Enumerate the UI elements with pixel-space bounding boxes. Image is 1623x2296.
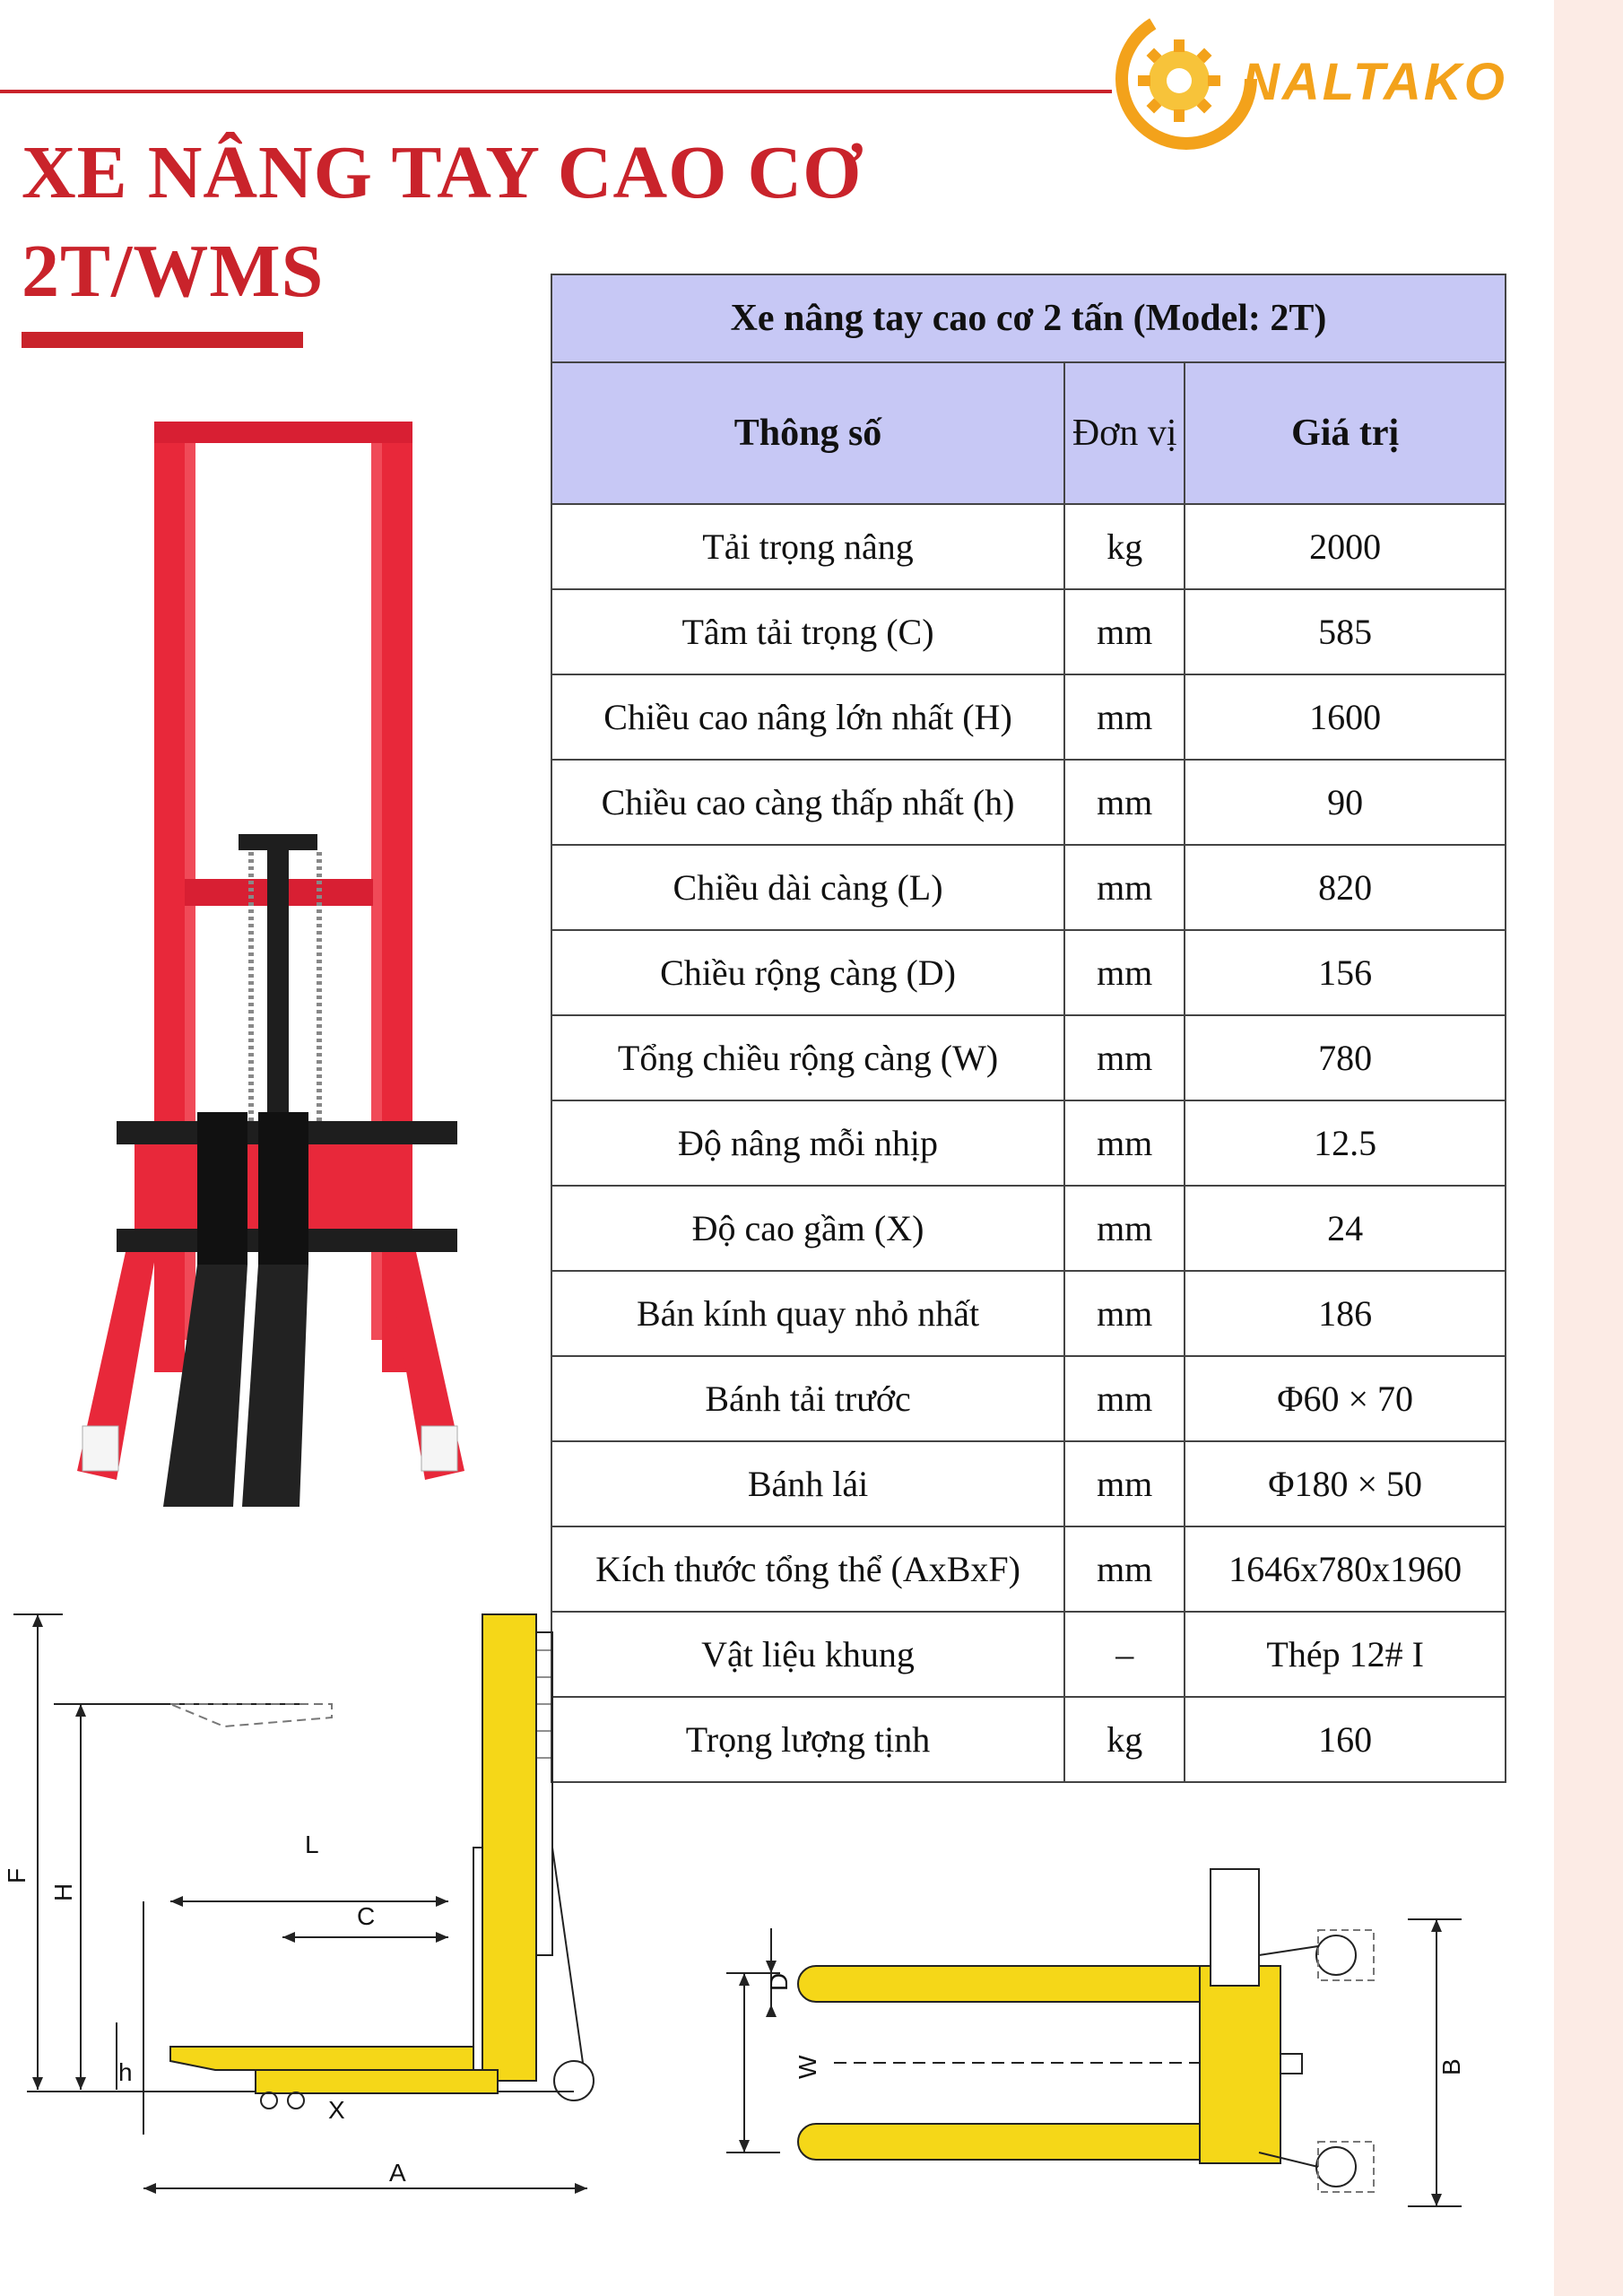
unit-cell: mm	[1064, 1441, 1185, 1526]
param-cell: Độ cao gầm (X)	[551, 1186, 1064, 1271]
unit-cell: mm	[1064, 589, 1185, 674]
model-caption-row	[551, 274, 1506, 362]
table-row	[551, 1015, 1506, 1100]
unit-cell: mm	[1064, 760, 1185, 845]
label-D: D	[765, 1972, 793, 1991]
table-row	[551, 1271, 1506, 1356]
value-cell: 156	[1185, 930, 1506, 1015]
table-row	[551, 504, 1506, 589]
param-cell: Bánh lái	[551, 1441, 1064, 1526]
brand-name: NALTAKO	[1242, 53, 1507, 111]
top-view-diagram	[708, 1848, 1497, 2224]
table-row	[551, 1441, 1506, 1526]
table-row	[551, 589, 1506, 674]
label-F: F	[3, 1867, 30, 1883]
value-cell: 1646x780x1960	[1185, 1526, 1506, 1612]
value-cell: Thép 12# I	[1185, 1612, 1506, 1697]
table-row	[551, 674, 1506, 760]
table-row	[551, 1697, 1506, 1782]
label-A: A	[389, 2159, 406, 2187]
table-header-row	[551, 362, 1506, 504]
header-rule	[0, 90, 1112, 93]
param-cell: Chiều rộng càng (D)	[551, 930, 1064, 1015]
title-line-1: XE NÂNG TAY CAO CƠ	[22, 131, 863, 214]
unit-cell: mm	[1064, 1100, 1185, 1186]
unit-cell: mm	[1064, 845, 1185, 930]
value-cell: Φ180 × 50	[1185, 1441, 1506, 1526]
label-W: W	[794, 2055, 821, 2079]
value-cell: 1600	[1185, 674, 1506, 760]
param-cell: Tâm tải trọng (C)	[551, 589, 1064, 674]
value-cell: 2000	[1185, 504, 1506, 589]
param-cell: Chiều dài càng (L)	[551, 845, 1064, 930]
value-cell: 820	[1185, 845, 1506, 930]
param-cell: Chiều cao nâng lớn nhất (H)	[551, 674, 1064, 760]
value-cell: 160	[1185, 1697, 1506, 1782]
model-caption: Xe nâng tay cao cơ 2 tấn (Model: 2T)	[551, 274, 1506, 362]
unit-cell: mm	[1064, 674, 1185, 760]
gear-icon	[1122, 14, 1251, 144]
label-h: h	[118, 2058, 133, 2086]
param-cell: Bánh tải trước	[551, 1356, 1064, 1441]
value-cell: 780	[1185, 1015, 1506, 1100]
raised-fork-outline	[170, 1704, 332, 1726]
title-line-2: 2T/WMS	[22, 230, 325, 313]
spec-table-body	[551, 504, 1506, 1782]
value-cell: 186	[1185, 1271, 1506, 1356]
table-row	[551, 1356, 1506, 1441]
label-B: B	[1437, 2058, 1465, 2075]
header-unit: Đơn vị	[1064, 362, 1185, 504]
unit-cell: mm	[1064, 1186, 1185, 1271]
product-photo	[63, 404, 475, 1516]
title-underline	[22, 332, 303, 348]
unit-cell: –	[1064, 1612, 1185, 1697]
mast-outline	[473, 1614, 552, 2081]
value-cell: 24	[1185, 1186, 1506, 1271]
unit-cell: mm	[1064, 930, 1185, 1015]
unit-cell: kg	[1064, 1697, 1185, 1782]
spec-table	[551, 274, 1506, 1783]
label-C: C	[357, 1902, 376, 1930]
value-cell: 90	[1185, 760, 1506, 845]
param-cell: Độ nâng mỗi nhịp	[551, 1100, 1064, 1186]
table-row	[551, 1526, 1506, 1612]
unit-cell: mm	[1064, 1271, 1185, 1356]
param-cell: Tổng chiều rộng càng (W)	[551, 1015, 1064, 1100]
table-row	[551, 845, 1506, 930]
param-cell: Kích thước tổng thể (AxBxF)	[551, 1526, 1064, 1612]
side-view-diagram	[0, 1578, 610, 2206]
value-cell: Φ60 × 70	[1185, 1356, 1506, 1441]
param-cell: Trọng lượng tịnh	[551, 1697, 1064, 1782]
unit-cell: mm	[1064, 1015, 1185, 1100]
param-cell: Tải trọng nâng	[551, 504, 1064, 589]
unit-cell: mm	[1064, 1356, 1185, 1441]
unit-cell: kg	[1064, 504, 1185, 589]
unit-cell: mm	[1064, 1526, 1185, 1612]
header-param: Thông số	[551, 362, 1064, 504]
table-row	[551, 1100, 1506, 1186]
label-L: L	[305, 1831, 319, 1858]
fork-shapes	[798, 1869, 1302, 2163]
value-cell: 12.5	[1185, 1100, 1506, 1186]
param-cell: Vật liệu khung	[551, 1612, 1064, 1697]
label-H: H	[49, 1883, 77, 1901]
table-row	[551, 930, 1506, 1015]
table-row	[551, 760, 1506, 845]
table-row	[551, 1612, 1506, 1697]
param-cell: Chiều cao càng thấp nhất (h)	[551, 760, 1064, 845]
header-value: Giá trị	[1185, 362, 1506, 504]
value-cell: 585	[1185, 589, 1506, 674]
label-X: X	[328, 2096, 345, 2124]
table-row	[551, 1186, 1506, 1271]
param-cell: Bán kính quay nhỏ nhất	[551, 1271, 1064, 1356]
side-strip	[1554, 0, 1623, 2296]
